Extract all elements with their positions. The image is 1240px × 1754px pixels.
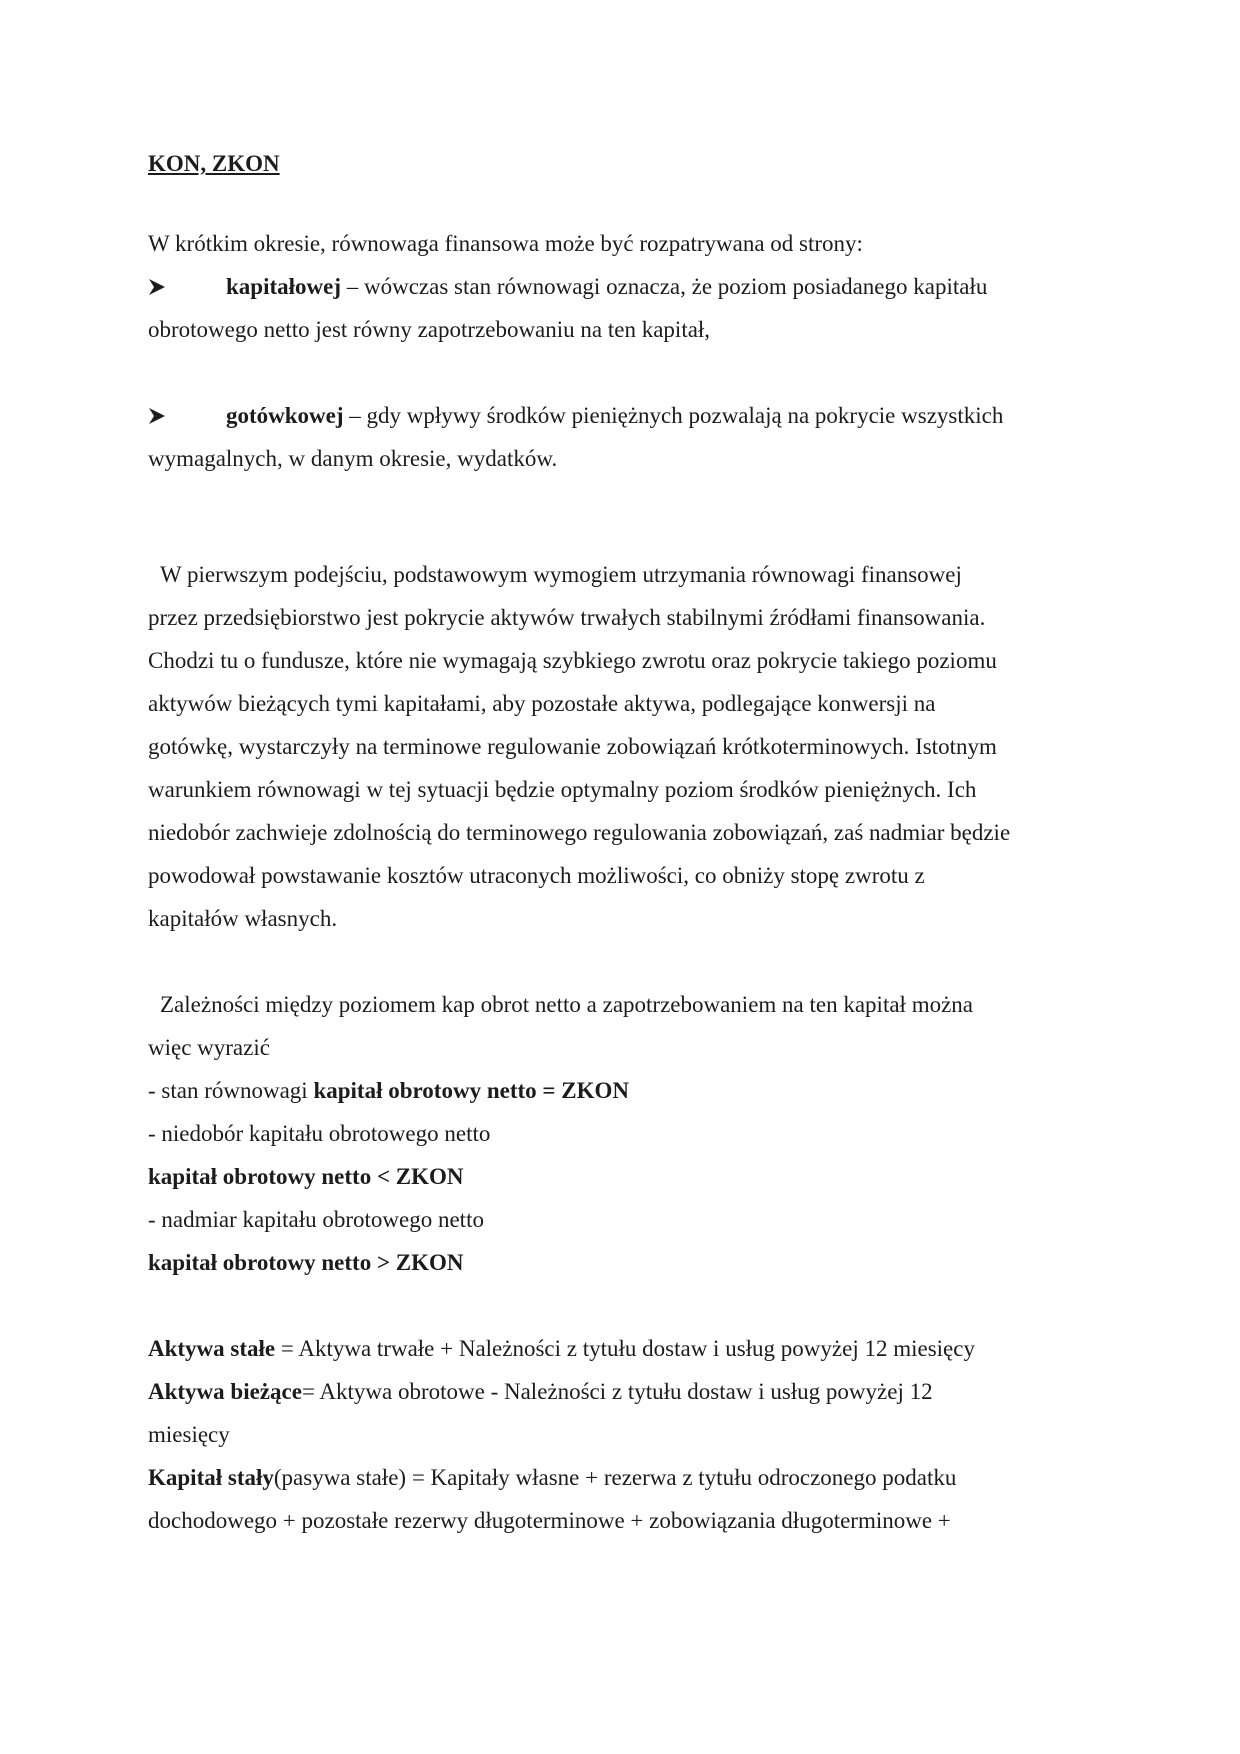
paragraph-equilibrium (148, 553, 1098, 940)
current-assets-term: Aktywa bieżące (148, 1379, 302, 1404)
bullet-cash (148, 394, 1098, 437)
bullet-capital (148, 265, 1098, 308)
paragraph-line: Chodzi tu o fundusze, które nie wymagają szybkiego zwrotu oraz pokrycie takiego poziomu (148, 648, 997, 673)
paragraph-relations (148, 983, 1098, 1284)
fixed-capital-term: Kapitał stały (148, 1465, 274, 1490)
balance-formula: kapitał obrotowy netto = ZKON (313, 1078, 629, 1103)
arrowhead-bullet-icon (148, 394, 226, 437)
paragraph-line: warunkiem równowagi w tej sytuacji będzie optymalny poziom środków pieniężnych. Ich (148, 777, 977, 802)
surplus-formula: kapitał obrotowy netto > ZKON (148, 1250, 464, 1275)
fixed-assets-def: = Aktywa trwałe + Należności z tytułu dostaw i usług powyżej 12 miesięcy (275, 1336, 975, 1361)
definition-current-assets (148, 1370, 1098, 1413)
paragraph-line: kapitałów własnych. (148, 906, 338, 931)
surplus-label: - nadmiar kapitału obrotowego netto (148, 1207, 484, 1232)
shortage-formula: kapitał obrotowy netto < ZKON (148, 1164, 464, 1189)
fixed-assets-term: Aktywa stałe (148, 1336, 276, 1361)
paragraph-line: niedobór zachwieje zdolnością do terminowego regulowania zobowiązań, zaś nadmiar będzie (148, 820, 1011, 845)
document-page (148, 146, 1098, 1542)
definition-fixed-assets (148, 1327, 1098, 1370)
bullet-capital-line1 (226, 265, 987, 308)
bullet-capital-text: – wówczas stan równowagi oznacza, że poziom posiadanego kapitału (341, 274, 988, 299)
paragraph-line: przez przedsiębiorstwo jest pokrycie aktywów trwałych stabilnymi źródłami finansowania. (148, 605, 986, 630)
arrowhead-bullet-icon (148, 265, 226, 308)
bullet-cash-line2: wymagalnych, w danym okresie, wydatków. (148, 446, 558, 471)
balance-condition (148, 1069, 1098, 1112)
relations-line2: więc wyrazić (148, 1035, 270, 1060)
bullet-cash-line1 (226, 394, 1003, 437)
paragraph-line: gotówkę, wystarczyły na terminowe regulowanie zobowiązań krótkoterminowych. Istotnym (148, 734, 997, 759)
paragraph-line: aktywów bieżących tymi kapitałami, aby pozostałe aktywa, podlegające konwersji na (148, 691, 936, 716)
bullet-capital-term: kapitałowej (226, 274, 341, 299)
definitions (148, 1327, 1098, 1542)
paragraph-line: W pierwszym podejściu, podstawowym wymogiem utrzymania równowagi finansowej (160, 562, 962, 587)
paragraph-line: powodował powstawanie kosztów utraconych możliwości, co obniży stopę zwrotu z (148, 863, 925, 888)
current-assets-def: = Aktywa obrotowe - Należności z tytułu dostaw i usług powyżej 12 (301, 1379, 933, 1404)
relations-line1: Zależności między poziomem kap obrot netto a zapotrzebowaniem na ten kapitał można (160, 992, 973, 1017)
fixed-capital-def: (pasywa stałe) = Kapitały własne + rezerwa z tytułu odroczonego podatku (273, 1465, 957, 1490)
document-title: KON, ZKON (148, 151, 280, 176)
bullet-cash-term: gotówkowej (226, 403, 344, 428)
definition-fixed-capital (148, 1456, 1098, 1499)
bullet-capital-line2: obrotowego netto jest równy zapotrzebowaniu na ten kapitał, (148, 317, 711, 342)
shortage-label: - niedobór kapitału obrotowego netto (148, 1121, 491, 1146)
current-assets-def-line2: miesięcy (148, 1422, 230, 1447)
bullet-cash-text: – gdy wpływy środków pieniężnych pozwalają na pokrycie wszystkich (343, 403, 1004, 428)
intro-text: W krótkim okresie, równowaga finansowa może być rozpatrywana od strony: (148, 231, 863, 256)
fixed-capital-def-line2: dochodowego + pozostałe rezerwy długoterminowe + zobowiązania długoterminowe + (148, 1508, 951, 1533)
balance-label: - stan równowagi (148, 1078, 314, 1103)
